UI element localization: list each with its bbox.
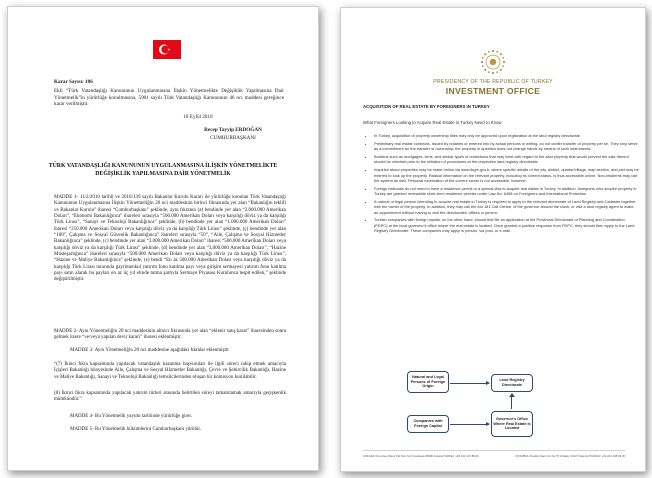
footer-ankara: ANKARA Tomorrow Plaza Tali Tazı No:8 Çankaya 06680 Ankara/TURKEY +90 312 413 89 00 xyxy=(363,454,479,458)
office-line-2: INVESTMENT OFFICE xyxy=(445,86,541,96)
article-1: MADDE 1- 11/2/2010 tarihli ve 2010/139 sayılı Bakanlar Kurulu Kararı ile yürürlüğe konulan Türk Vatandaşlığı Kanununun Uygulanmasına İlişkin Yönetmeliğin 20 nci maddesinin birinci fıkrasında yer alan “Bakanlığın teklifi ve Bakanlar Kurulu” ibaresi “Cumhurbaşkanı” şeklinde, aynı fıkranın (a) bendinde yer alan “2.000.000 Amerikan Doları”, “Ekonomi Bakanlığınca” ibareleri sırasıyla “500.000 Amerikan Doları veya karşılığı döviz ya da karşılığı Türk Lirası”, “Sanayi ve Teknoloji Bakanlığınca” şeklinde, (b) bendinde yer alan “1.000.000 Amerikan Doları” ibaresi “250.000 Amerikan Doları veya karşılığı döviz ya da karşılığı Türk Lirası” şeklinde, (ç) bendinde yer alan “100”, Çalışma ve Sosyal Güvenlik Bakanlığınca” ibareleri sırasıyla “50”, “Aile, Çalışma ve Sosyal Hizmetler Bakanlığınca” şeklinde, (c) bendinde yer alan “3.000.000 Amerikan Doları” ibaresi “500.000 Amerikan Doları veya karşılığı döviz ya da karşılığı Türk Lirası” şeklinde, (d) bendinde yer alan “3.000.000 Amerikan Doları”, “Hazine Müsteşarlığınca” ibareleri sırasıyla “500.000 Amerikan Doları veya karşılığı döviz ya da karşılığı Türk Lirası”, “Hazine ve Maliye Bakanlığınca” şeklinde, (e) bendi “En az 500.000 Amerikan Doları veya karşılığı döviz ya da karşılığı Türk Lirası tutarında gayrimenkul yatırım fonu katılma payı veya girişim sermayesi yatırım fonu katılma payı satın alarak bu payları en az üç yıl elinde tutma şartıyla Sermaye Piyasası Kurulunca tespit edilen,” şeklinde değiştirilmiştir. xyxy=(54,195,287,283)
arrow-to-governor-icon xyxy=(450,424,489,425)
presidential-seal-icon xyxy=(479,48,507,76)
decision-number: Karar Sayısı: 106 xyxy=(54,79,93,85)
article-4: MADDE 4- Bu Yönetmelik yayımı tarihinde yürürlüğe girer. xyxy=(70,414,193,419)
page-footer xyxy=(363,450,625,458)
article-3-paragraph-7: “(7) İkinci fıkra kapsamında yapılacak vatandaşlık kazanma başvuruları ile ilgili süreci takip etmek amacıyla İçişleri Bakanlığı bünyesinde Aile, Çalışma ve Sosyal Hizmetler Bakanlığı, Çevre ve Şehircilik Bakanlığı, Hazine ve Maliye Bakanlığı, Sanayi ve Teknoloji Bakanlığı temsilcilerinden oluşan bir komisyon kurulabilir. xyxy=(54,362,286,380)
box-governor-office: Governor's Office Where Real Estate is Located xyxy=(491,411,533,437)
document-heading: ACQUISITION OF REAL ESTATE BY FOREIGNERS IN TURKEY xyxy=(363,104,490,109)
article-2: MADDE 2- Aynı Yönetmeliğin 20 nci maddesinin altıncı fıkrasında yer alan “eklenir satış karar” ibaresinden sonra gelmek üzere “ve/veya yapılan devir kararı” ibaresi eklenmiştir. xyxy=(54,329,286,341)
arrow-to-land-registry-icon xyxy=(450,383,489,384)
requirements-list xyxy=(366,133,639,236)
signer-title: CUMHURBAŞKANI xyxy=(210,135,256,141)
investment-office-page xyxy=(340,7,646,472)
footer-istanbul: İSTANBUL Muallim Naci Cd. No:75 Ortaköy 34347 İstanbul/TURKEY +90 212 468 69 00 xyxy=(515,454,625,458)
box-natural-persons: Natural and Legal Persons of Foreign Origin xyxy=(407,371,449,393)
requirement-item: • Foreign nationals do not need to have a residence permit or a special visa to acquire real estate in Turkey. In addition, foreigners who acquire property in Turkey are granted renewable short-term residence permits under Law No. 6458 on Foreigners and International Protection. xyxy=(374,186,639,197)
office-line-1: PRESIDENCY OF THE REPUBLIC OF TURKEY xyxy=(433,79,553,85)
requirement-item: • A natural or legal person intending to acquire real estate in Turkey is required to apply to the relevant directorate of Land Registry and Cadastre together with the owner of the property. In addition, they may call the Alo 181 Call Centre, of the governor around the clock, or visit a land registry agent to make an appointment without having to visit the directorates' offices in person. xyxy=(374,199,639,215)
article-3-paragraph-8: (8) İkinci fıkra kapsamında yapılacak yatırım türleri arasında belirtilen süreyi tamamlamak amacıyla geçişkenlik mümkündür.” xyxy=(54,391,286,403)
requirement-item: • In Turkey, acquisition of property ownership titles may only be approved upon registration at the land registry directorate. xyxy=(374,133,639,138)
arrow-governor-to-registry-icon xyxy=(511,394,512,409)
decision-date: 18 Eylül 2018 xyxy=(183,114,213,120)
turkish-regulation-page xyxy=(7,6,319,471)
requirement-item: • Preliminary real estate contracts, issued by notaries or entered into by actual persons in writing, do not confer transfer of property per se. They only serve as a commitment for the transfer of ownership; the property in question does not change hands by means of such instruments. xyxy=(374,141,639,152)
turkish-flag-icon xyxy=(153,40,181,59)
requirement-item: • Burdens such as mortgages, liens, and similar types of restrictions that may exist with regard to the said property that would prevent the sale thereof should be checked prior to the initiation of procedures at the respective land registry directorate. xyxy=(374,154,639,165)
requirement-item: • Inquiries about properties may be made online via www.tkgm.gov.tr, where specific details of the city, district, quarter/village, map section, and plot may be entered to look up the property. Radical information on the relevant property, including its current status, is thus accessible online. Non-residents may use the system as well. Personal information of the current owner is not accessible, however. xyxy=(374,167,639,183)
requirement-item: • Turkish companies with foreign capital, on the other hand, should first file an application at the Provincial Directorate of Planning and Coordination (PDPC) at the local governor's office where the real estate is located. Once granted a positive response from PDPC, they should then apply to the Land Registry Directorate. These companies may apply in person, via post, or e-mail. xyxy=(374,217,639,233)
document-subheading: What Foreigners Looking to Acquire Real Estate in Turkey Need to Know xyxy=(363,120,502,125)
box-land-registry: Land Registry Directorate xyxy=(491,374,533,392)
regulation-title: TÜRK VATANDAŞLIĞI KANUNUNUN UYGULANMASINA İLİŞKİN YÖNETMELİKTE DEĞİŞİKLİK YAPILMASINA DAİR YÖNETMELİK xyxy=(48,163,278,178)
article-3: MADDE 3- Aynı Yönetmeliğin 20 nci maddesine aşağıdaki fıkralar eklenmiştir. xyxy=(70,348,230,353)
signer-name: Recep Tayyip ERDOĞAN xyxy=(204,127,262,133)
intro-paragraph: Ekli “Türk Vatandaşlığı Kanununun Uygulanmasına İlişkin Yönetmelikte Değişiklik Yapılmasına Dair Yönetmelik”in yürürlüğe konulmasına, 5901 sayılı Türk Vatandaşlığı Kanununun 46 ncı maddesi gereğince karar verilmiştir. xyxy=(54,88,284,108)
article-5: MADDE 5- Bu Yönetmelik hükümlerini Cumhurbaşkanı yürütür. xyxy=(70,427,202,432)
box-foreign-companies: Companies with Foreign Capital xyxy=(407,415,449,433)
